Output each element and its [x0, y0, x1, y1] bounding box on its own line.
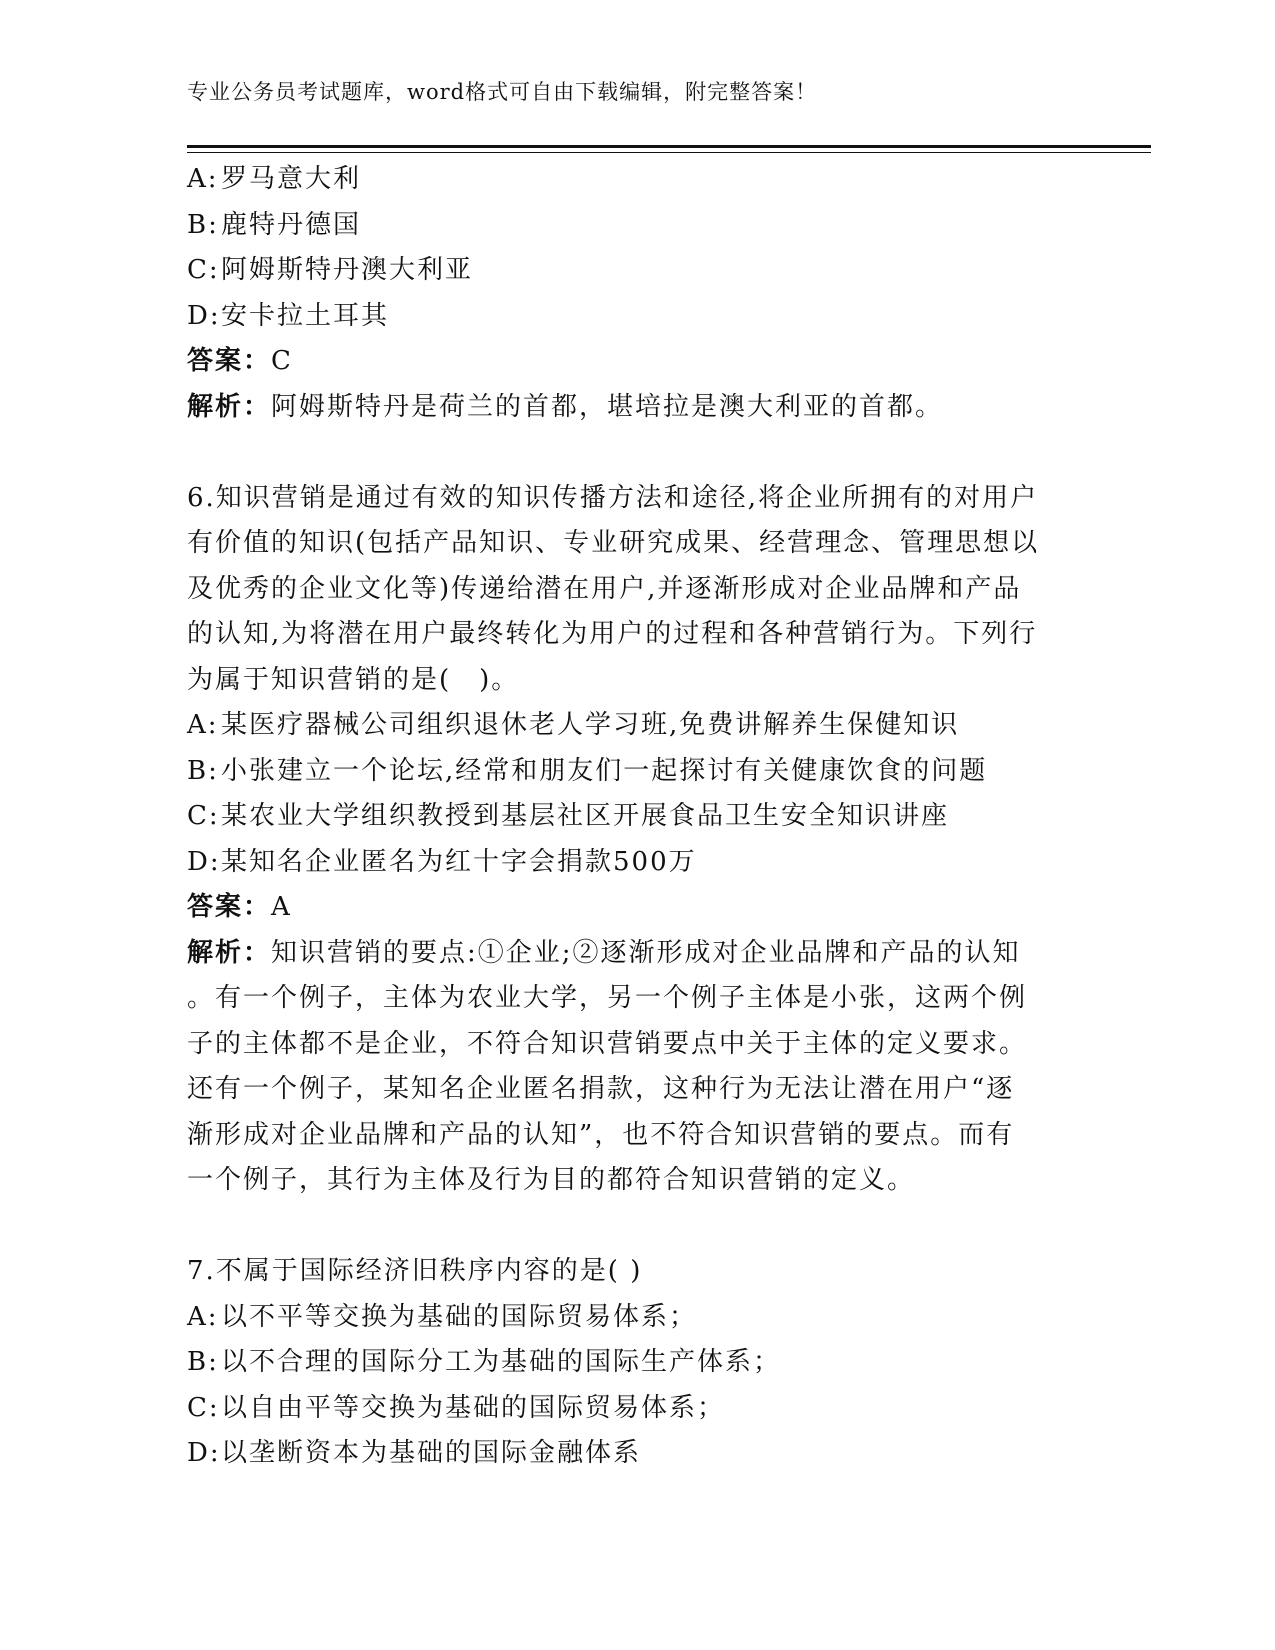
header-divider-thin [187, 152, 1151, 153]
option-a [187, 703, 1077, 749]
analysis-label: 解析： [187, 937, 272, 968]
analysis-text: 阿姆斯特丹是荷兰的首都，堪培拉是澳大利亚的首都。 [271, 391, 944, 422]
option-b [187, 203, 1077, 249]
option-letter: D: [187, 846, 221, 877]
question-stem-line: 7.不属于国际经济旧秩序内容的是( ) [187, 1256, 643, 1286]
option-text: 某知名企业匿名为红十字会捐款500万 [221, 846, 697, 877]
question-7 [187, 1249, 1077, 1477]
answer-label: 答案： [187, 892, 272, 922]
page-header: 专业公务员考试题库，word格式可自由下载编辑，附完整答案！ [187, 80, 818, 104]
answer-line [187, 339, 1077, 385]
option-b [187, 749, 1077, 795]
option-b [187, 1340, 1077, 1386]
answer-value: A [271, 892, 292, 922]
question-stem-line: 及优秀的企业文化等)传递给潜在用户,并逐渐形成对企业品牌和产品 [187, 573, 1022, 604]
analysis-text-line: 还有一个例子，某知名企业匿名捐款，这种行为无法让潜在用户“逐 [187, 1074, 1015, 1104]
question-stem-line: 为属于知识营销的是( )。 [187, 664, 520, 695]
answer-label: 答案： [187, 346, 272, 376]
option-text: 鹿特丹德国 [221, 209, 362, 240]
option-letter: C: [187, 255, 220, 285]
option-a [187, 1295, 1077, 1341]
option-d [187, 1431, 1077, 1477]
answer-line [187, 885, 1077, 931]
option-c [187, 248, 1077, 294]
option-letter: B: [187, 1347, 219, 1377]
analysis-text-line: 一个例子，其行为主体及行为目的都符合知识营销的定义。 [187, 1165, 916, 1195]
document-body [187, 157, 1077, 1477]
analysis-text-line: 。有一个例子，主体为农业大学，另一个例子主体是小张，这两个例 [187, 983, 1028, 1013]
option-letter: B: [187, 755, 219, 786]
option-text: 某医疗器械公司组织退休老人学习班,免费讲解养生保健知识 [221, 710, 960, 740]
option-text: 罗马意大利 [221, 164, 362, 194]
option-letter: A: [187, 710, 219, 740]
option-letter: B: [187, 209, 219, 240]
analysis-text: 知识营销的要点:①企业;②逐渐形成对企业品牌和产品的认知 [271, 937, 1021, 968]
option-text: 安卡拉土耳其 [221, 300, 390, 331]
analysis-text-line: 子的主体都不是企业，不符合知识营销要点中关于主体的定义要求。 [187, 1028, 1028, 1059]
header-divider-thick [187, 145, 1151, 148]
blank-line [187, 1204, 1077, 1250]
blank-line [187, 430, 1077, 476]
analysis-line [187, 931, 1077, 977]
option-text: 小张建立一个论坛,经常和朋友们一起探讨有关健康饮食的问题 [221, 755, 988, 786]
option-letter: C: [187, 801, 220, 831]
option-c [187, 794, 1077, 840]
answer-value: C [271, 346, 293, 376]
option-text: 以自由平等交换为基础的国际贸易体系； [221, 1392, 726, 1423]
question-stem-line: 的认知,为将潜在用户最终转化为用户的过程和各种营销行为。下列行 [187, 619, 1038, 649]
option-letter: D: [187, 300, 221, 331]
option-d [187, 294, 1077, 340]
question-stem-line: 6.知识营销是通过有效的知识传播方法和途径,将企业所拥有的对用户 [187, 482, 1039, 513]
option-c [187, 1386, 1077, 1432]
option-letter: C: [187, 1392, 220, 1423]
option-text: 以不平等交换为基础的国际贸易体系； [221, 1301, 698, 1332]
analysis-line [187, 385, 1077, 431]
option-letter: D: [187, 1438, 221, 1468]
option-a [187, 157, 1077, 203]
analysis-text-line: 渐形成对企业品牌和产品的认知”，也不符合知识营销的要点。而有 [187, 1119, 1015, 1150]
analysis-label: 解析： [187, 391, 272, 422]
question-6 [187, 476, 1077, 1204]
option-text: 以垄断资本为基础的国际金融体系 [221, 1438, 642, 1468]
option-text: 某农业大学组织教授到基层社区开展食品卫生安全知识讲座 [221, 801, 950, 831]
option-letter: A: [187, 1301, 219, 1332]
question-5 [187, 157, 1077, 430]
option-text: 以不合理的国际分工为基础的国际生产体系； [221, 1347, 782, 1377]
question-stem-line: 有价值的知识(包括产品知识、专业研究成果、经营理念、管理思想以 [187, 528, 1040, 558]
option-letter: A: [187, 164, 219, 194]
option-text: 阿姆斯特丹澳大利亚 [221, 255, 474, 285]
option-d [187, 840, 1077, 886]
